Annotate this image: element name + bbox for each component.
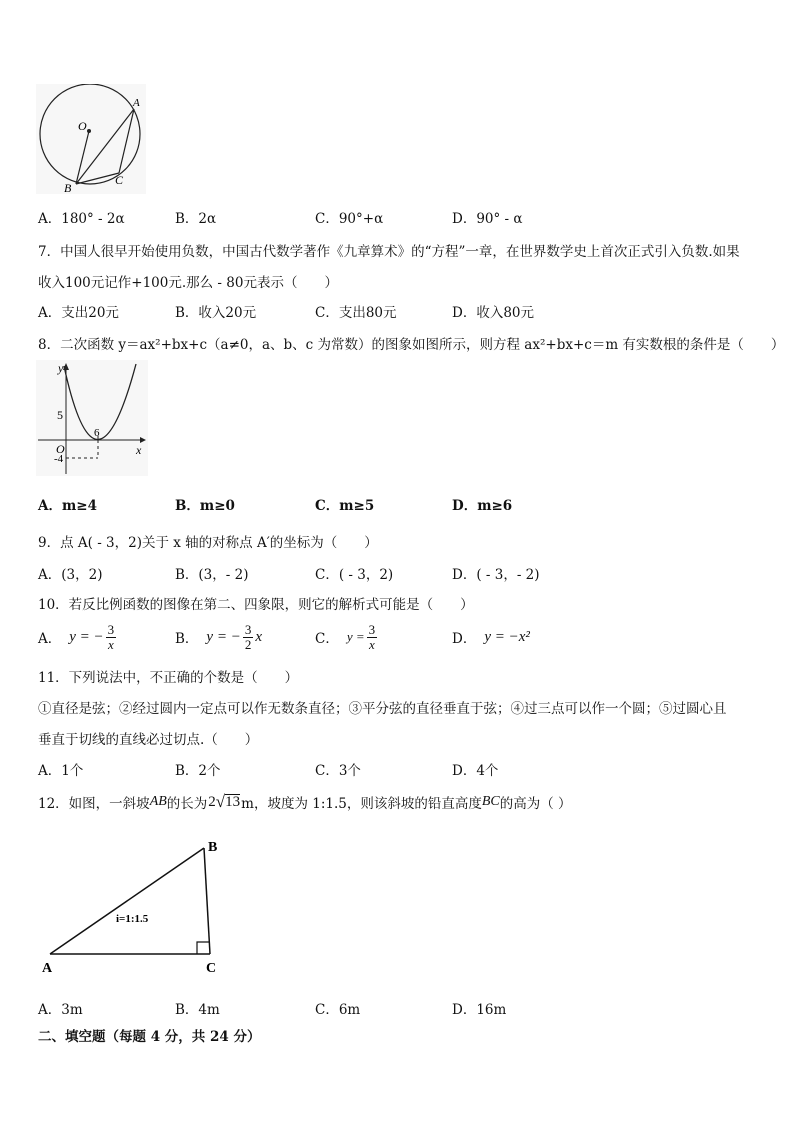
- q9-option-c[interactable]: C．( - 3，2): [315, 567, 394, 583]
- graph-origin-label: O: [56, 442, 65, 456]
- q12-bc: BC: [481, 794, 500, 809]
- graph-vertex-y-label: -4: [54, 453, 64, 465]
- sqrt-icon: √: [215, 792, 226, 811]
- q7-option-b[interactable]: B．收入20元: [175, 305, 257, 321]
- q7-text-line1: 7．中国人很早开始使用负数，中国古代数学著作《九章算术》的“方程”一章，在世界数学史上首次正式引入负数.如果: [38, 244, 740, 260]
- q12-option-d[interactable]: D．16m: [452, 1002, 507, 1018]
- q8-text: 8．二次函数 y＝ax²+bx+c（a≠0，a、b、c 为常数）的图象如图所示，则方程 ax²+bx+c＝m 有实数根的条件是（ ）: [38, 337, 785, 353]
- q11-option-d[interactable]: D．4个: [452, 763, 499, 779]
- q10-a-denominator: x: [108, 636, 114, 652]
- q10-a-prefix: A．: [38, 631, 62, 647]
- q10-option-d[interactable]: [452, 620, 530, 654]
- q9-text: 9．点 A( - 3，2)关于 x 轴的对称点 A′的坐标为（ ）: [38, 535, 378, 551]
- q6-option-a[interactable]: A．180° - 2α: [38, 211, 125, 227]
- parabola-graph: [36, 360, 148, 476]
- q9-option-a[interactable]: A．(3，2): [38, 567, 103, 583]
- q11-option-a[interactable]: A．1个: [38, 763, 84, 779]
- section2-title: 二、填空题（每题 4 分，共 24 分）: [38, 1029, 261, 1045]
- q10-c-denominator: x: [369, 636, 375, 652]
- q12-unit: m，坡度为 1:1.5，则该斜坡的铅直高度: [241, 796, 482, 812]
- q10-option-c[interactable]: [315, 620, 379, 654]
- q10-c-prefix: C．: [315, 631, 339, 647]
- q10-b-fraction: [243, 623, 254, 652]
- graph-y-label: y: [58, 361, 64, 375]
- q10-c-numerator: 3: [368, 621, 376, 637]
- q11-option-b[interactable]: B．2个: [175, 763, 221, 779]
- q10-c-lhs: y =: [346, 629, 365, 644]
- q10-b-tail: x: [255, 628, 262, 645]
- q8-option-a[interactable]: A．m≥4: [38, 498, 97, 514]
- q7-option-d[interactable]: D．收入80元: [452, 305, 535, 321]
- q12-option-a[interactable]: A．3m: [38, 1002, 83, 1018]
- q7-option-c[interactable]: C．支出80元: [315, 305, 397, 321]
- q10-a-numerator: 3: [107, 621, 115, 637]
- label-o: O: [78, 119, 87, 133]
- q12-option-c[interactable]: C．6m: [315, 1002, 361, 1018]
- q9-option-b[interactable]: B．(3，- 2): [175, 567, 249, 583]
- q10-d-prefix: D．: [452, 631, 477, 647]
- q10-c-fraction: [367, 623, 378, 652]
- q10-text: 10．若反比例函数的图像在第二、四象限，则它的解析式可能是（ ）: [38, 597, 474, 613]
- q12-radicand: 13: [225, 794, 241, 810]
- circle-figure: [36, 84, 146, 194]
- q12-option-b[interactable]: B．4m: [175, 1002, 220, 1018]
- q12-suffix: 的高为（ ）: [499, 796, 572, 812]
- slope-label-a: A: [42, 961, 53, 976]
- graph-x-label: x: [136, 443, 142, 457]
- q10-b-prefix: B．: [175, 631, 199, 647]
- label-c: C: [115, 173, 124, 187]
- q11-text: 11．下列说法中，不正确的个数是（ ）: [38, 670, 299, 686]
- slope-figure: [36, 836, 236, 978]
- q10-a-lhs: y = −: [69, 628, 104, 645]
- q10-option-a[interactable]: [38, 620, 118, 654]
- q6-option-b[interactable]: B．2α: [175, 211, 217, 227]
- graph-vertex-x-label: 6: [94, 427, 100, 439]
- label-b: B: [64, 181, 72, 194]
- q9-option-d[interactable]: D．( - 3，- 2): [452, 567, 540, 583]
- q12-prefix: 12．如图，一斜坡: [38, 796, 150, 812]
- q7-option-a[interactable]: A．支出20元: [38, 305, 119, 321]
- q12-ab: AB: [149, 794, 167, 809]
- q10-b-numerator: 3: [244, 621, 252, 637]
- slope-label-b: B: [208, 840, 218, 855]
- q10-option-b[interactable]: [175, 620, 262, 654]
- graph-y-intercept-label: 5: [57, 408, 63, 422]
- q12-text: [38, 792, 572, 812]
- q12-radical: [208, 792, 240, 812]
- q10-d-expr: y = −x²: [484, 628, 530, 645]
- q11-text-line3: 垂直于切线的直线必过切点.（ ）: [38, 732, 259, 748]
- q8-option-c[interactable]: C．m≥5: [315, 498, 375, 514]
- q8-option-b[interactable]: B．m≥0: [175, 498, 235, 514]
- q12-mid1: 的长为: [166, 796, 208, 812]
- slope-label-c: C: [206, 961, 217, 976]
- slope-ratio-label: i=1:1.5: [116, 913, 149, 925]
- q10-b-lhs: y = −: [206, 628, 241, 645]
- q12-radical-coef: 2: [208, 793, 216, 810]
- q6-option-d[interactable]: D．90° - α: [452, 211, 523, 227]
- q10-b-denominator: 2: [244, 636, 252, 652]
- q10-a-fraction: [106, 623, 117, 652]
- q7-text-line2: 收入100元记作+100元.那么 - 80元表示（ ）: [38, 275, 338, 291]
- q8-option-d[interactable]: D．m≥6: [452, 498, 513, 514]
- label-a: A: [133, 97, 140, 109]
- q11-text-line2: ①直径是弦；②经过圆内一定点可以作无数条直径；③平分弦的直径垂直于弦；④过三点可以作一个圆；⑤过圆心且: [38, 701, 727, 717]
- q11-option-c[interactable]: C．3个: [315, 763, 361, 779]
- q6-option-c[interactable]: C．90°+α: [315, 211, 384, 227]
